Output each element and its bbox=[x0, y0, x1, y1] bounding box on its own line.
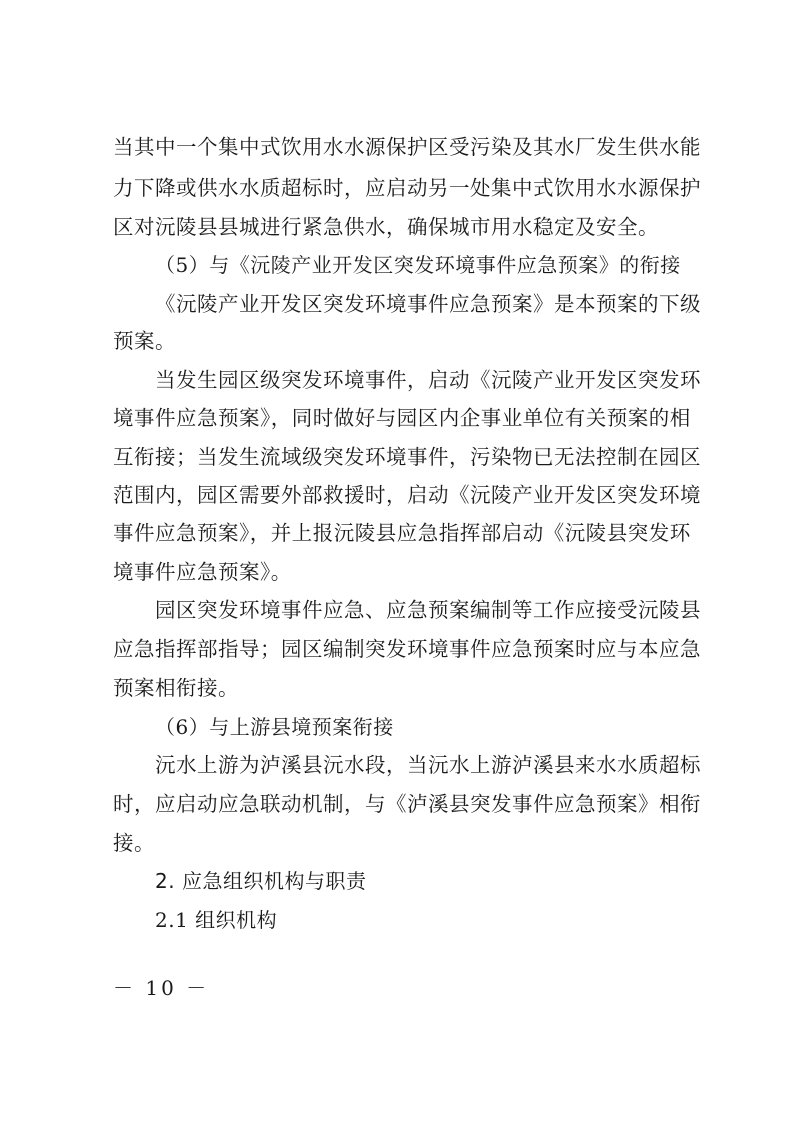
section-subheading: 2.1 组织机构 bbox=[155, 908, 278, 932]
paragraph-line: 当其中一个集中式饮用水水源保护区受污染及其水厂发生供水能 bbox=[113, 135, 701, 159]
section-subheading-6: （6）与上游县境预案衔接 bbox=[155, 715, 394, 739]
paragraph-line: 境事件应急预案》，同时做好与园区内企事业单位有关预案的相 bbox=[113, 406, 691, 430]
paragraph-line: 预案。 bbox=[113, 329, 176, 353]
paragraph-line: 互衔接；当发生流域级突发环境事件，污染物已无法控制在园区 bbox=[113, 445, 701, 469]
paragraph-line: 《沅陵产业开发区突发环境事件应急预案》是本预案的下级 bbox=[155, 292, 701, 316]
paragraph-line: 接。 bbox=[113, 831, 155, 855]
page-number: － 10 － bbox=[113, 976, 210, 1000]
paragraph-line: 预案相衔接。 bbox=[113, 676, 239, 700]
paragraph-line: 力下降或供水水质超标时，应启动另一处集中式饮用水水源保护 bbox=[113, 176, 701, 200]
paragraph-line: 当发生园区级突发环境事件，启动《沅陵产业开发区突发环 bbox=[155, 368, 701, 392]
section-subheading-5: （5）与《沅陵产业开发区突发环境事件应急预案》的衔接 bbox=[155, 253, 681, 277]
paragraph-line: 园区突发环境事件应急、应急预案编制等工作应接受沅陵县 bbox=[155, 598, 701, 622]
paragraph-line: 沅水上游为泸溪县沅水段，当沅水上游泸溪县来水水质超标 bbox=[155, 753, 701, 777]
paragraph-line: 应急指挥部指导；园区编制突发环境事件应急预案时应与本应急 bbox=[113, 637, 701, 661]
paragraph-line: 时，应启动应急联动机制，与《泸溪县突发事件应急预案》相衔 bbox=[113, 792, 701, 816]
paragraph-line: 事件应急预案》，并上报沅陵县应急指挥部启动《沅陵县突发环 bbox=[113, 521, 691, 545]
section-heading: 2. 应急组织机构与职责 bbox=[155, 869, 367, 893]
paragraph-line: 境事件应急预案》。 bbox=[113, 560, 292, 584]
paragraph-line: 范围内，园区需要外部救援时，启动《沅陵产业开发区突发环境 bbox=[113, 483, 701, 507]
paragraph-line: 区对沅陵县县城进行紧急供水，确保城市用水稳定及安全。 bbox=[113, 215, 659, 239]
